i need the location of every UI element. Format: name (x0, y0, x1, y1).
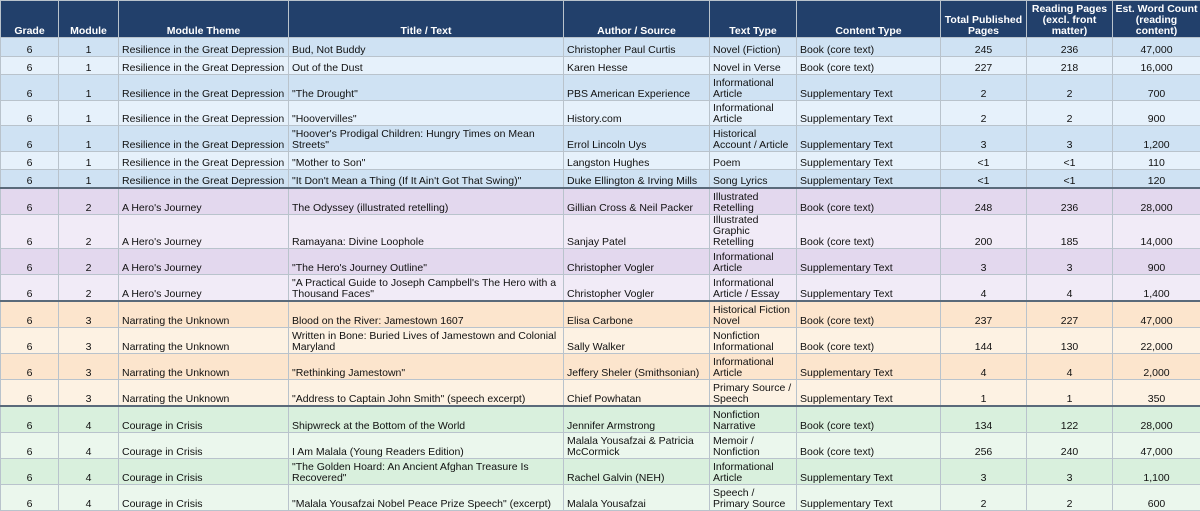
cell-author[interactable]: Christopher Vogler (564, 275, 710, 302)
cell-module-theme[interactable]: Resilience in the Great Depression (119, 38, 289, 57)
cell-content-type[interactable]: Supplementary Text (797, 152, 941, 170)
cell-word-count[interactable]: 28,000 (1113, 406, 1200, 433)
cell-word-count[interactable]: 1,100 (1113, 459, 1200, 485)
header-module-theme[interactable]: Module Theme (119, 1, 289, 38)
cell-word-count[interactable]: 1,200 (1113, 126, 1200, 152)
cell-module-theme[interactable]: A Hero's Journey (119, 215, 289, 249)
table-row (1, 38, 1200, 57)
cell-text-type[interactable]: Informational Article / Essay (710, 275, 797, 302)
cell-text-type[interactable]: Song Lyrics (710, 170, 797, 189)
cell-title[interactable]: I Am Malala (Young Readers Edition) (289, 433, 564, 459)
cell-author[interactable]: Duke Ellington & Irving Mills (564, 170, 710, 189)
cell-content-type[interactable]: Supplementary Text (797, 101, 941, 126)
table-row (1, 249, 1200, 275)
cell-content-type[interactable]: Book (core text) (797, 301, 941, 328)
cell-word-count[interactable]: 110 (1113, 152, 1200, 170)
table-row (1, 57, 1200, 75)
cell-total-pages[interactable]: 134 (941, 406, 1027, 433)
cell-total-pages[interactable]: 200 (941, 215, 1027, 249)
cell-text-type[interactable]: Informational Article (710, 75, 797, 101)
cell-total-pages[interactable]: 3 (941, 459, 1027, 485)
cell-module-theme[interactable]: Courage in Crisis (119, 433, 289, 459)
cell-module[interactable]: 4 (59, 485, 119, 511)
cell-total-pages[interactable]: 3 (941, 249, 1027, 275)
cell-author[interactable]: Jennifer Armstrong (564, 406, 710, 433)
cell-text-type[interactable]: Historical Fiction Novel (710, 301, 797, 328)
cell-module-theme[interactable]: Resilience in the Great Depression (119, 170, 289, 189)
table-row (1, 170, 1200, 189)
cell-module-theme[interactable]: Narrating the Unknown (119, 380, 289, 407)
cell-author[interactable]: Errol Lincoln Uys (564, 126, 710, 152)
cell-content-type[interactable]: Book (core text) (797, 57, 941, 75)
cell-text-type[interactable]: Historical Account / Article (710, 126, 797, 152)
cell-module-theme[interactable]: Courage in Crisis (119, 485, 289, 511)
cell-module[interactable]: 4 (59, 406, 119, 433)
cell-text-type[interactable]: Nonfiction Informational (710, 328, 797, 354)
cell-text-type[interactable]: Novel in Verse (710, 57, 797, 75)
cell-module-theme[interactable]: Resilience in the Great Depression (119, 57, 289, 75)
cell-module-theme[interactable]: Resilience in the Great Depression (119, 101, 289, 126)
cell-author[interactable]: History.com (564, 101, 710, 126)
cell-content-type[interactable]: Supplementary Text (797, 354, 941, 380)
cell-reading-pages[interactable]: 2 (1027, 101, 1113, 126)
cell-author[interactable]: Jeffery Sheler (Smithsonian) (564, 354, 710, 380)
cell-module[interactable]: 2 (59, 215, 119, 249)
cell-text-type[interactable]: Informational Article (710, 249, 797, 275)
cell-text-type[interactable]: Informational Article (710, 101, 797, 126)
cell-grade[interactable]: 6 (1, 354, 59, 380)
cell-content-type[interactable]: Book (core text) (797, 328, 941, 354)
cell-grade[interactable]: 6 (1, 433, 59, 459)
table-row (1, 433, 1200, 459)
cell-content-type[interactable]: Supplementary Text (797, 459, 941, 485)
cell-module-theme[interactable]: A Hero's Journey (119, 275, 289, 302)
cell-grade[interactable]: 6 (1, 380, 59, 407)
table-row (1, 380, 1200, 407)
cell-text-type[interactable]: Novel (Fiction) (710, 38, 797, 57)
header-total-pages[interactable]: Total Published Pages (941, 1, 1027, 38)
cell-reading-pages[interactable]: 4 (1027, 275, 1113, 302)
table-row (1, 406, 1200, 433)
header-word-count[interactable]: Est. Word Count (reading content) (1113, 1, 1200, 38)
cell-module-theme[interactable]: Courage in Crisis (119, 459, 289, 485)
cell-grade[interactable]: 6 (1, 249, 59, 275)
cell-total-pages[interactable]: <1 (941, 170, 1027, 189)
cell-content-type[interactable]: Book (core text) (797, 433, 941, 459)
cell-reading-pages[interactable]: 122 (1027, 406, 1113, 433)
table-row (1, 75, 1200, 101)
cell-word-count[interactable]: 22,000 (1113, 328, 1200, 354)
cell-word-count[interactable]: 350 (1113, 380, 1200, 407)
cell-word-count[interactable]: 900 (1113, 249, 1200, 275)
cell-content-type[interactable]: Supplementary Text (797, 126, 941, 152)
cell-module[interactable]: 1 (59, 38, 119, 57)
header-row (1, 1, 1200, 38)
cell-total-pages[interactable]: 256 (941, 433, 1027, 459)
table-row (1, 126, 1200, 152)
cell-module[interactable]: 1 (59, 101, 119, 126)
cell-word-count[interactable]: 2,000 (1113, 354, 1200, 380)
cell-text-type[interactable]: Informational Article (710, 459, 797, 485)
table-row (1, 354, 1200, 380)
table-row (1, 101, 1200, 126)
cell-reading-pages[interactable]: 2 (1027, 75, 1113, 101)
cell-module[interactable]: 3 (59, 354, 119, 380)
cell-reading-pages[interactable]: 1 (1027, 380, 1113, 407)
cell-title[interactable]: "Hoover's Prodigal Children: Hungry Times on Mean Streets" (289, 126, 564, 152)
cell-title[interactable]: The Odyssey (illustrated retelling) (289, 188, 564, 215)
header-grade[interactable]: Grade (1, 1, 59, 38)
cell-reading-pages[interactable]: 236 (1027, 38, 1113, 57)
cell-total-pages[interactable]: 1 (941, 380, 1027, 407)
header-module[interactable]: Module (59, 1, 119, 38)
cell-word-count[interactable]: 16,000 (1113, 57, 1200, 75)
cell-module[interactable]: 1 (59, 152, 119, 170)
cell-grade[interactable]: 6 (1, 485, 59, 511)
cell-total-pages[interactable]: 2 (941, 101, 1027, 126)
table-row (1, 459, 1200, 485)
cell-module[interactable]: 1 (59, 75, 119, 101)
cell-content-type[interactable]: Supplementary Text (797, 170, 941, 189)
cell-total-pages[interactable]: 248 (941, 188, 1027, 215)
header-content-type[interactable]: Content Type (797, 1, 941, 38)
cell-module-theme[interactable]: Resilience in the Great Depression (119, 152, 289, 170)
cell-author[interactable]: Langston Hughes (564, 152, 710, 170)
cell-module[interactable]: 3 (59, 328, 119, 354)
cell-reading-pages[interactable]: 3 (1027, 249, 1113, 275)
cell-author[interactable]: Malala Yousafzai & Patricia McCormick (564, 433, 710, 459)
cell-module-theme[interactable]: Resilience in the Great Depression (119, 126, 289, 152)
cell-title[interactable]: "Address to Captain John Smith" (speech excerpt) (289, 380, 564, 407)
header-reading-pages[interactable]: Reading Pages (excl. front matter) (1027, 1, 1113, 38)
cell-grade[interactable]: 6 (1, 301, 59, 328)
cell-reading-pages[interactable]: 236 (1027, 188, 1113, 215)
cell-reading-pages[interactable]: 3 (1027, 459, 1113, 485)
cell-text-type[interactable]: Informational Article (710, 354, 797, 380)
cell-module[interactable]: 2 (59, 249, 119, 275)
cell-author[interactable]: Sally Walker (564, 328, 710, 354)
cell-module-theme[interactable]: A Hero's Journey (119, 188, 289, 215)
cell-author[interactable]: Christopher Paul Curtis (564, 38, 710, 57)
table-row (1, 215, 1200, 249)
cell-author[interactable]: Malala Yousafzai (564, 485, 710, 511)
cell-word-count[interactable]: 47,000 (1113, 433, 1200, 459)
cell-reading-pages[interactable]: 218 (1027, 57, 1113, 75)
cell-word-count[interactable]: 120 (1113, 170, 1200, 189)
cell-author[interactable]: Gillian Cross & Neil Packer (564, 188, 710, 215)
cell-title[interactable]: Blood on the River: Jamestown 1607 (289, 301, 564, 328)
cell-total-pages[interactable]: 4 (941, 275, 1027, 302)
cell-module[interactable]: 3 (59, 380, 119, 407)
cell-module-theme[interactable]: Narrating the Unknown (119, 301, 289, 328)
cell-total-pages[interactable]: 144 (941, 328, 1027, 354)
cell-reading-pages[interactable]: 240 (1027, 433, 1113, 459)
cell-title[interactable]: "Mother to Son" (289, 152, 564, 170)
table-row (1, 485, 1200, 511)
cell-text-type[interactable]: Illustrated Retelling (710, 188, 797, 215)
cell-grade[interactable]: 6 (1, 459, 59, 485)
cell-module-theme[interactable]: Narrating the Unknown (119, 354, 289, 380)
cell-author[interactable]: Karen Hesse (564, 57, 710, 75)
cell-reading-pages[interactable]: 4 (1027, 354, 1113, 380)
cell-total-pages[interactable]: 245 (941, 38, 1027, 57)
cell-title[interactable]: "It Don't Mean a Thing (If It Ain't Got That Swing)" (289, 170, 564, 189)
cell-word-count[interactable]: 47,000 (1113, 301, 1200, 328)
cell-reading-pages[interactable]: <1 (1027, 152, 1113, 170)
cell-content-type[interactable]: Supplementary Text (797, 380, 941, 407)
cell-title[interactable]: "A Practical Guide to Joseph Campbell's The Hero with a Thousand Faces" (289, 275, 564, 302)
cell-title[interactable]: "The Golden Hoard: An Ancient Afghan Treasure Is Recovered" (289, 459, 564, 485)
cell-module[interactable]: 1 (59, 57, 119, 75)
cell-author[interactable]: Rachel Galvin (NEH) (564, 459, 710, 485)
cell-reading-pages[interactable]: 227 (1027, 301, 1113, 328)
cell-grade[interactable]: 6 (1, 75, 59, 101)
cell-author[interactable]: Sanjay Patel (564, 215, 710, 249)
cell-title[interactable]: Ramayana: Divine Loophole (289, 215, 564, 249)
cell-total-pages[interactable]: 4 (941, 354, 1027, 380)
cell-content-type[interactable]: Supplementary Text (797, 485, 941, 511)
cell-text-type[interactable]: Nonfiction Narrative (710, 406, 797, 433)
table-row (1, 188, 1200, 215)
cell-module[interactable]: 2 (59, 188, 119, 215)
cell-content-type[interactable]: Book (core text) (797, 38, 941, 57)
cell-module[interactable]: 1 (59, 170, 119, 189)
table-row (1, 152, 1200, 170)
cell-title[interactable]: "Malala Yousafzai Nobel Peace Prize Speech" (excerpt) (289, 485, 564, 511)
cell-content-type[interactable]: Supplementary Text (797, 275, 941, 302)
cell-title[interactable]: "The Drought" (289, 75, 564, 101)
cell-grade[interactable]: 6 (1, 328, 59, 354)
cell-module-theme[interactable]: Narrating the Unknown (119, 328, 289, 354)
cell-total-pages[interactable]: 2 (941, 485, 1027, 511)
cell-grade[interactable]: 6 (1, 215, 59, 249)
cell-module[interactable]: 1 (59, 126, 119, 152)
cell-grade[interactable]: 6 (1, 101, 59, 126)
cell-text-type[interactable]: Memoir / Nonfiction (710, 433, 797, 459)
cell-word-count[interactable]: 600 (1113, 485, 1200, 511)
cell-content-type[interactable]: Supplementary Text (797, 249, 941, 275)
cell-title[interactable]: "Rethinking Jamestown" (289, 354, 564, 380)
cell-module-theme[interactable]: Resilience in the Great Depression (119, 75, 289, 101)
cell-author[interactable]: PBS American Experience (564, 75, 710, 101)
cell-title[interactable]: Bud, Not Buddy (289, 38, 564, 57)
table-row (1, 301, 1200, 328)
cell-reading-pages[interactable]: <1 (1027, 170, 1113, 189)
cell-module[interactable]: 3 (59, 301, 119, 328)
header-text-type[interactable]: Text Type (710, 1, 797, 38)
cell-reading-pages[interactable]: 185 (1027, 215, 1113, 249)
cell-reading-pages[interactable]: 3 (1027, 126, 1113, 152)
cell-content-type[interactable]: Book (core text) (797, 406, 941, 433)
cell-title[interactable]: Written in Bone: Buried Lives of Jamestown and Colonial Maryland (289, 328, 564, 354)
cell-word-count[interactable]: 14,000 (1113, 215, 1200, 249)
cell-content-type[interactable]: Supplementary Text (797, 75, 941, 101)
cell-text-type[interactable]: Illustrated Graphic Retelling (710, 215, 797, 249)
cell-total-pages[interactable]: 227 (941, 57, 1027, 75)
table-row (1, 328, 1200, 354)
cell-grade[interactable]: 6 (1, 406, 59, 433)
cell-title[interactable]: "The Hero's Journey Outline" (289, 249, 564, 275)
cell-content-type[interactable]: Book (core text) (797, 215, 941, 249)
cell-grade[interactable]: 6 (1, 275, 59, 302)
cell-module[interactable]: 4 (59, 459, 119, 485)
cell-word-count[interactable]: 47,000 (1113, 38, 1200, 57)
cell-author[interactable]: Elisa Carbone (564, 301, 710, 328)
cell-module[interactable]: 4 (59, 433, 119, 459)
cell-word-count[interactable]: 900 (1113, 101, 1200, 126)
cell-text-type[interactable]: Poem (710, 152, 797, 170)
cell-title[interactable]: Shipwreck at the Bottom of the World (289, 406, 564, 433)
cell-word-count[interactable]: 700 (1113, 75, 1200, 101)
cell-grade[interactable]: 6 (1, 152, 59, 170)
cell-module[interactable]: 2 (59, 275, 119, 302)
cell-reading-pages[interactable]: 2 (1027, 485, 1113, 511)
cell-grade[interactable]: 6 (1, 57, 59, 75)
header-author[interactable]: Author / Source (564, 1, 710, 38)
cell-author[interactable]: Christopher Vogler (564, 249, 710, 275)
cell-grade[interactable]: 6 (1, 188, 59, 215)
cell-total-pages[interactable]: <1 (941, 152, 1027, 170)
cell-grade[interactable]: 6 (1, 170, 59, 189)
cell-module-theme[interactable]: Courage in Crisis (119, 406, 289, 433)
cell-author[interactable]: Chief Powhatan (564, 380, 710, 407)
cell-grade[interactable]: 6 (1, 38, 59, 57)
cell-total-pages[interactable]: 3 (941, 126, 1027, 152)
cell-word-count[interactable]: 28,000 (1113, 188, 1200, 215)
cell-text-type[interactable]: Primary Source / Speech (710, 380, 797, 407)
cell-reading-pages[interactable]: 130 (1027, 328, 1113, 354)
cell-total-pages[interactable]: 237 (941, 301, 1027, 328)
header-title[interactable]: Title / Text (289, 1, 564, 38)
cell-word-count[interactable]: 1,400 (1113, 275, 1200, 302)
cell-grade[interactable]: 6 (1, 126, 59, 152)
cell-text-type[interactable]: Speech / Primary Source (710, 485, 797, 511)
cell-total-pages[interactable]: 2 (941, 75, 1027, 101)
cell-title[interactable]: "Hoovervilles" (289, 101, 564, 126)
cell-module-theme[interactable]: A Hero's Journey (119, 249, 289, 275)
cell-content-type[interactable]: Book (core text) (797, 188, 941, 215)
table-row (1, 275, 1200, 302)
cell-title[interactable]: Out of the Dust (289, 57, 564, 75)
